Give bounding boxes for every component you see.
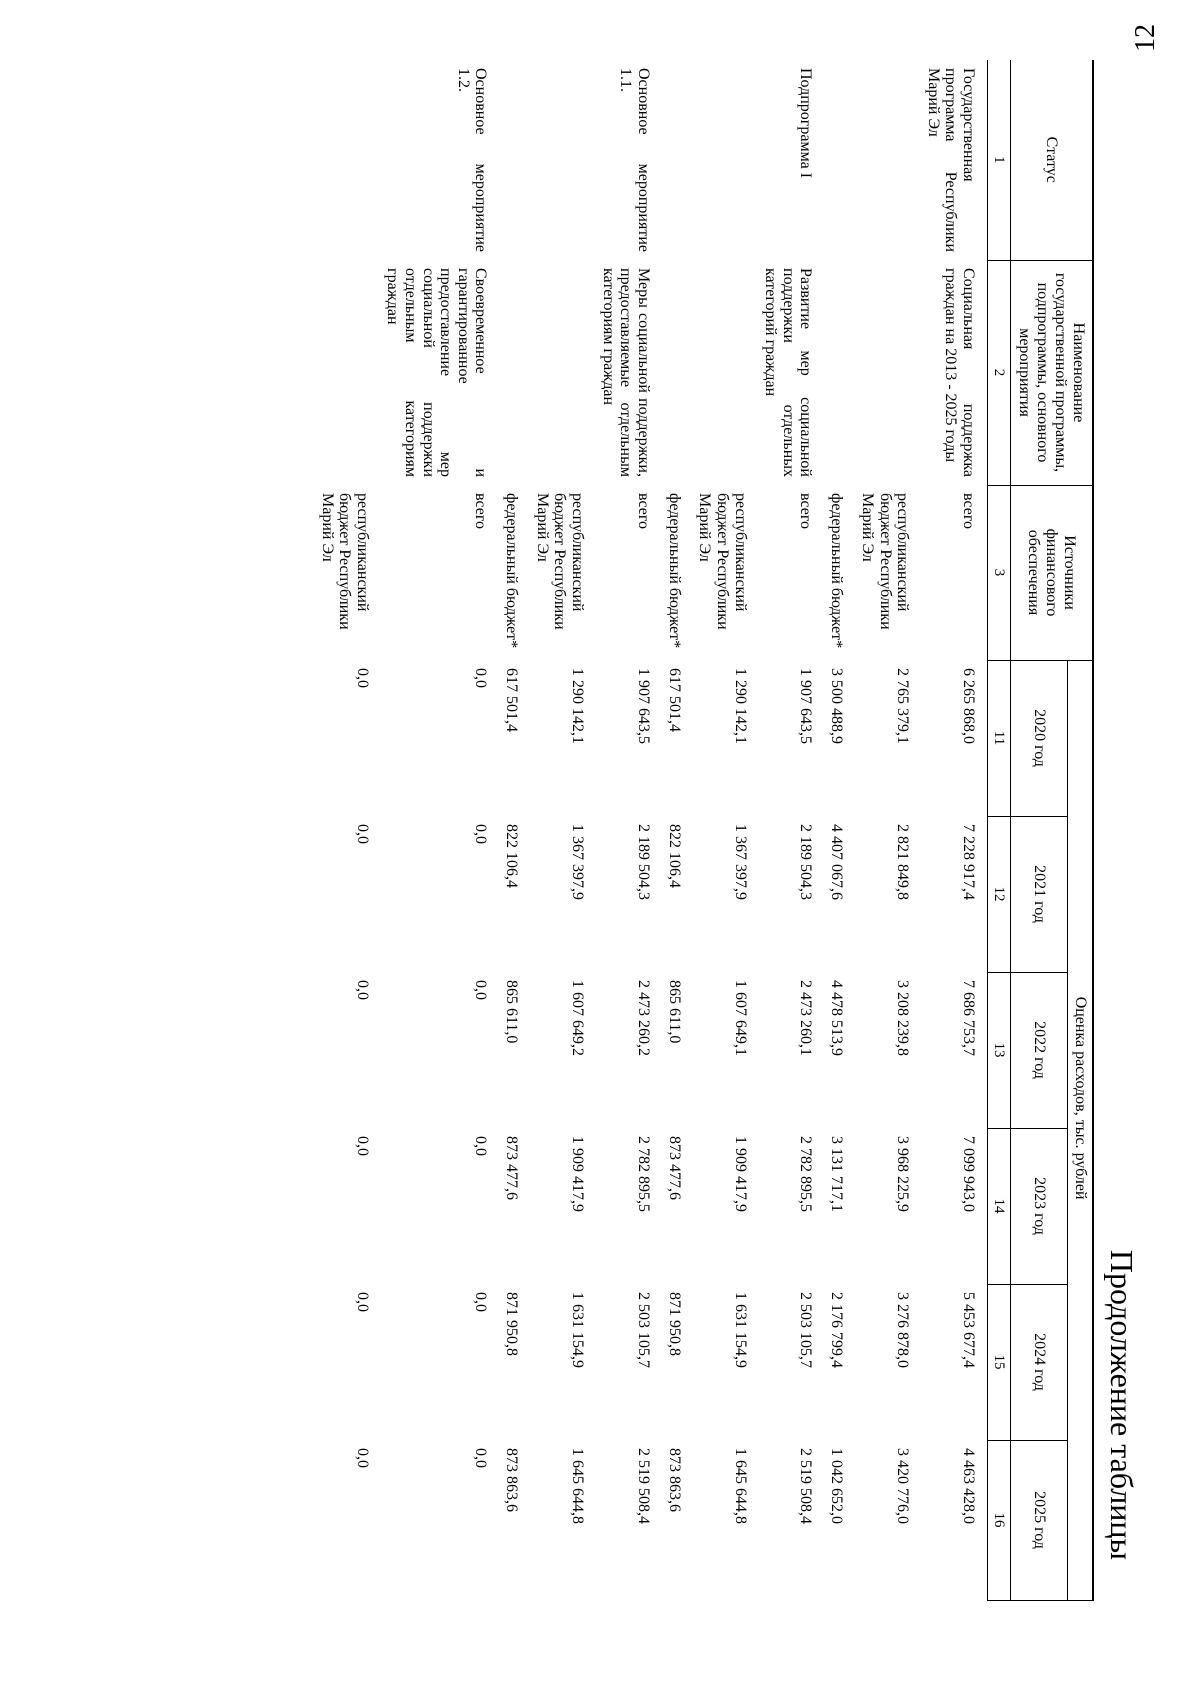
program-name-cell	[855, 260, 921, 485]
value-cell: 873 477,6	[665, 1136, 683, 1200]
value-cell: 0,0	[353, 1292, 371, 1312]
program-name-cell: Меры социальной поддержки, предоставляемые отдельным категориям граждан	[599, 268, 652, 477]
value-cell: 3 208 239,8	[894, 980, 912, 1056]
funding-source-cell: всего	[472, 493, 490, 530]
value-cell: 4 463 428,0	[960, 1448, 977, 1524]
funding-source-cell: республиканский бюджет Республики Марий Эл	[859, 493, 912, 630]
program-name-cell: Социальная поддержка граждан на 2013 - 2025 годы	[942, 268, 977, 477]
value-cell: 1 645 644,8	[569, 1448, 587, 1524]
status-cell: Подпрограмма I	[797, 68, 815, 179]
value-cell: 2 821 849,8	[894, 824, 912, 900]
status-cell: Основное мероприятие 1.1.	[617, 68, 652, 252]
header-name: Наименование государственной программы, подпрограммы, основного мероприятия	[1011, 260, 1094, 485]
header-year-2024: 2024 год	[1011, 1284, 1068, 1440]
value-cell: 873 863,6	[503, 1448, 521, 1512]
value-cell: 1 907 643,5	[797, 668, 815, 744]
value-cell: 617 501,4	[665, 668, 683, 732]
table-row	[662, 60, 693, 1600]
value-cell: 2 473 260,1	[797, 980, 815, 1056]
value-cell: 1 290 142,1	[569, 668, 587, 744]
col-number: 13	[988, 972, 1011, 1128]
value-cell: 1 909 417,9	[731, 1136, 749, 1212]
status-cell	[315, 60, 381, 260]
value-cell: 2 503 105,7	[797, 1292, 815, 1368]
value-cell: 822 106,4	[665, 824, 683, 888]
funding-source-cell: всего	[634, 493, 652, 530]
value-cell: 1 645 644,8	[731, 1448, 749, 1524]
value-cell: 2 473 260,2	[634, 980, 652, 1056]
value-cell: 0,0	[472, 1136, 490, 1156]
status-cell	[855, 60, 921, 260]
value-cell: 822 106,4	[503, 824, 521, 888]
table-body	[315, 60, 988, 1600]
value-cell: 7 686 753,7	[960, 980, 977, 1056]
value-cell: 0,0	[353, 1448, 371, 1468]
value-cell: 873 863,6	[665, 1448, 683, 1512]
table-row	[759, 60, 825, 1600]
value-cell: 2 519 508,4	[797, 1448, 815, 1524]
value-cell: 3 500 488,9	[828, 668, 846, 744]
value-cell: 3 968 225,9	[894, 1136, 912, 1212]
value-cell: 1 367 397,9	[569, 824, 587, 900]
value-cell: 871 950,8	[503, 1292, 521, 1356]
rotated-page	[100, 60, 1140, 1620]
value-cell: 1 367 397,9	[731, 824, 749, 900]
funding-source-cell: всего	[797, 493, 815, 530]
value-cell: 2 189 504,3	[797, 824, 815, 900]
col-number: 3	[988, 485, 1011, 660]
value-cell: 0,0	[472, 824, 490, 844]
table-row	[693, 60, 759, 1600]
table-row	[855, 60, 921, 1600]
value-cell: 0,0	[353, 980, 371, 1000]
funding-source-cell: республиканский бюджет Республики Марий Эл	[696, 493, 749, 630]
table-row	[381, 60, 500, 1600]
value-cell: 2 503 105,7	[634, 1292, 652, 1368]
status-cell	[824, 60, 855, 260]
funding-source-cell: федеральный бюджет*	[828, 493, 846, 649]
col-number: 14	[988, 1128, 1011, 1284]
value-cell: 3 420 776,0	[894, 1448, 912, 1524]
value-cell: 617 501,4	[503, 668, 521, 732]
col-number: 11	[988, 660, 1011, 816]
value-cell: 7 228 917,4	[960, 824, 977, 900]
value-cell: 2 176 799,4	[828, 1292, 846, 1368]
value-cell: 2 782 895,5	[797, 1136, 815, 1212]
table-row	[921, 60, 987, 1600]
table-row	[499, 60, 530, 1600]
value-cell: 0,0	[353, 1136, 371, 1156]
value-cell: 1 631 154,9	[569, 1292, 587, 1368]
col-number: 2	[988, 260, 1011, 485]
value-cell: 871 950,8	[665, 1292, 683, 1356]
value-cell: 0,0	[472, 1292, 490, 1312]
col-number: 12	[988, 816, 1011, 972]
header-sources: Источники финансового обеспечения	[1011, 485, 1094, 660]
header-year-2021: 2021 год	[1011, 816, 1068, 972]
col-number: 16	[988, 1440, 1011, 1600]
col-number: 15	[988, 1284, 1011, 1440]
status-cell	[530, 60, 596, 260]
value-cell: 1 607 649,2	[569, 980, 587, 1056]
value-cell: 3 276 878,0	[894, 1292, 912, 1368]
value-cell: 0,0	[353, 824, 371, 844]
header-year-2020: 2020 год	[1011, 660, 1068, 816]
value-cell: 4 407 067,6	[828, 824, 846, 900]
col-number: 1	[988, 60, 1011, 260]
funding-source-cell: республиканский бюджет Республики Марий Эл	[318, 493, 371, 630]
page-number: 12	[1130, 24, 1161, 52]
funding-source-cell: федеральный бюджет*	[665, 493, 683, 649]
budget-table	[315, 60, 1094, 1601]
header-status: Статус	[1011, 60, 1094, 260]
program-name-cell	[693, 260, 759, 485]
value-cell: 6 265 868,0	[960, 668, 977, 744]
value-cell: 2 782 895,5	[634, 1136, 652, 1212]
header-estimate: Оценка расходов, тыс. рублей	[1068, 660, 1094, 1600]
value-cell: 2 519 508,4	[634, 1448, 652, 1524]
funding-source-cell: республиканский бюджет Республики Марий Эл	[533, 493, 587, 630]
value-cell: 5 453 677,4	[960, 1292, 977, 1368]
status-cell: Основное мероприятие 1.2.	[454, 68, 490, 252]
value-cell: 2 189 504,3	[634, 824, 652, 900]
value-cell: 2 765 379,1	[894, 668, 912, 744]
program-name-cell: Своевременное и гарантированное предоставление мер социальной поддержки отдельным категориям граждан	[384, 268, 490, 477]
value-cell: 865 611,0	[665, 980, 683, 1044]
table-row	[596, 60, 662, 1600]
program-name-cell: Развитие мер социальной поддержки отдельных категорий граждан	[762, 268, 815, 477]
value-cell: 7 099 943,0	[960, 1136, 977, 1212]
program-name-cell	[662, 260, 693, 485]
status-cell	[693, 60, 759, 260]
value-cell: 0,0	[353, 668, 371, 688]
value-cell: 4 478 513,9	[828, 980, 846, 1056]
header-year-2023: 2023 год	[1011, 1128, 1068, 1284]
value-cell: 0,0	[472, 980, 490, 1000]
table-caption: Продолжение таблицы	[1104, 1249, 1140, 1560]
status-cell	[499, 60, 530, 260]
funding-source-cell: всего	[960, 493, 977, 530]
value-cell: 0,0	[472, 668, 490, 688]
value-cell: 1 290 142,1	[731, 668, 749, 744]
funding-source-cell: федеральный бюджет*	[503, 493, 521, 649]
status-cell: Государственная программа Республики Марий Эл	[924, 68, 977, 252]
value-cell: 1 607 649,1	[731, 980, 749, 1056]
program-name-cell	[530, 260, 596, 485]
table-row	[315, 60, 381, 1600]
program-name-cell	[824, 260, 855, 485]
status-cell	[662, 60, 693, 260]
value-cell: 1 909 417,9	[569, 1136, 587, 1212]
program-name-cell	[499, 260, 530, 485]
value-cell: 0,0	[472, 1448, 490, 1468]
header-year-2022: 2022 год	[1011, 972, 1068, 1128]
table-row	[530, 60, 596, 1600]
value-cell: 3 131 717,1	[828, 1136, 846, 1212]
value-cell: 1 042 652,0	[828, 1448, 846, 1524]
value-cell: 865 611,0	[503, 980, 521, 1044]
value-cell: 873 477,6	[503, 1136, 521, 1200]
header-year-2025: 2025 год	[1011, 1440, 1068, 1600]
table-row	[824, 60, 855, 1600]
program-name-cell	[315, 260, 381, 485]
value-cell: 1 631 154,9	[731, 1292, 749, 1368]
value-cell: 1 907 643,5	[634, 668, 652, 744]
